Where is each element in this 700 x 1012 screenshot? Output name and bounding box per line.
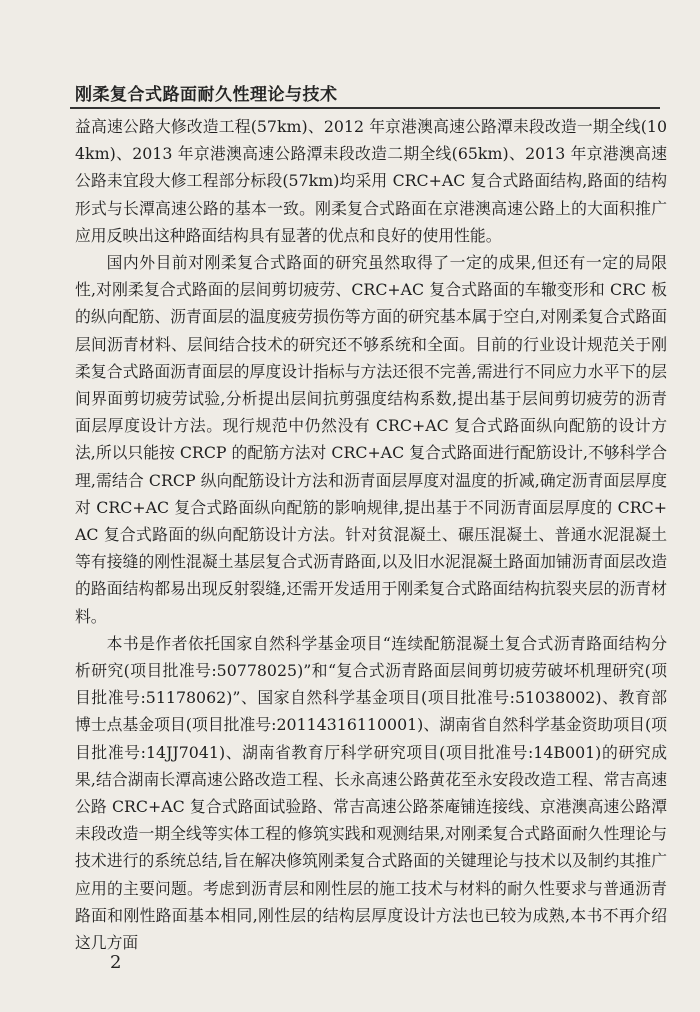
body-text [75, 113, 667, 956]
page-number: 2 [110, 952, 122, 973]
paragraph-continuation: 益高速公路大修改造工程(57km)、2012 年京港澳高速公路潭耒段改造一期全线(104km)、2013 年京港澳高速公路潭耒段改造二期全线(65km)、2013 年京港澳高速公路耒宜段大修工程部分标段(57km)均采用 CRC+AC 复合式路面结构,路面的结构形式与长潭高速公路的基本一致。刚柔复合式路面在京港澳高速公路上的大面积推广应用反映出这种路面结构具有显著的优点和良好的使用性能。 [75, 117, 667, 245]
paragraph-research-status: 国内外目前对刚柔复合式路面的研究虽然取得了一定的成果,但还有一定的局限性,对刚柔复合式路面的层间剪切疲劳、CRC+AC 复合式路面的车辙变形和 CRC 板的纵向配筋、沥青面层的温度疲劳损伤等方面的研究基本属于空白,对刚柔复合式路面层间沥青材料、层间结合技术的研究还不够系统和全面。目前的行业设计规范关于刚柔复合式路面沥青面层的厚度设计指标与方法还很不完善,需进行不同应力水平下的层间界面剪切疲劳试验,分析提出层间抗剪强度结构系数,提出基于层间剪切疲劳的沥青面层厚度设计方法。现行规范中仍然没有 CRC+AC 复合式路面纵向配筋的设计方法,所以只能按 CRCP 的配筋方法对 CRC+AC 复合式路面进行配筋设计,不够科学合理,需结合 CRCP 纵向配筋设计方法和沥青面层厚度对温度的折减,确定沥青面层厚度对 CRC+AC 复合式路面纵向配筋的影响规律,提出基于不同沥青面层厚度的 CRC+AC 复合式路面的纵向配筋设计方法。针对贫混凝土、碾压混凝土、普通水泥混凝土等有接缝的刚性混凝土基层复合式沥青路面,以及旧水泥混凝土路面加铺沥青面层改造的路面结构都易出现反射裂缝,还需开发适用于刚柔复合式路面结构抗裂夹层的沥青材料。 [75, 253, 667, 626]
header-rule [70, 107, 660, 109]
paragraph-book-overview: 本书是作者依托国家自然科学基金项目“连续配筋混凝土复合式沥青路面结构分析研究(项目批准号:50778025)”和“复合式沥青路面层间剪切疲劳破坏机理研究(项目批准号:51178062)”、国家自然科学基金项目(项目批准号:51038002)、教育部博士点基金项目(项目批准号:20114316110001)、湖南省自然科学基金资助项目(项目批准号:14JJ7041)、湖南省教育厅科学研究项目(项目批准号:14B001)的研究成果,结合湖南长潭高速公路改造工程、长永高速公路黄花至永安段改造工程、常吉高速公路 CRC+AC 复合式路面试验路、常吉高速公路茶庵铺连接线、京港澳高速公路潭耒段改造一期全线等实体工程的修筑实践和观测结果,对刚柔复合式路面耐久性理论与技术进行的系统总结,旨在解决修筑刚柔复合式路面的关键理论与技术以及制约其推广应用的主要问题。考虑到沥青层和刚性层的施工技术与材料的耐久性要求与普通沥青路面和刚性路面基本相同,刚性层的结构层厚度设计方法也已较为成熟,本书不再介绍这几方面 [75, 633, 667, 953]
running-head-title: 刚柔复合式路面耐久性理论与技术 [75, 85, 338, 105]
